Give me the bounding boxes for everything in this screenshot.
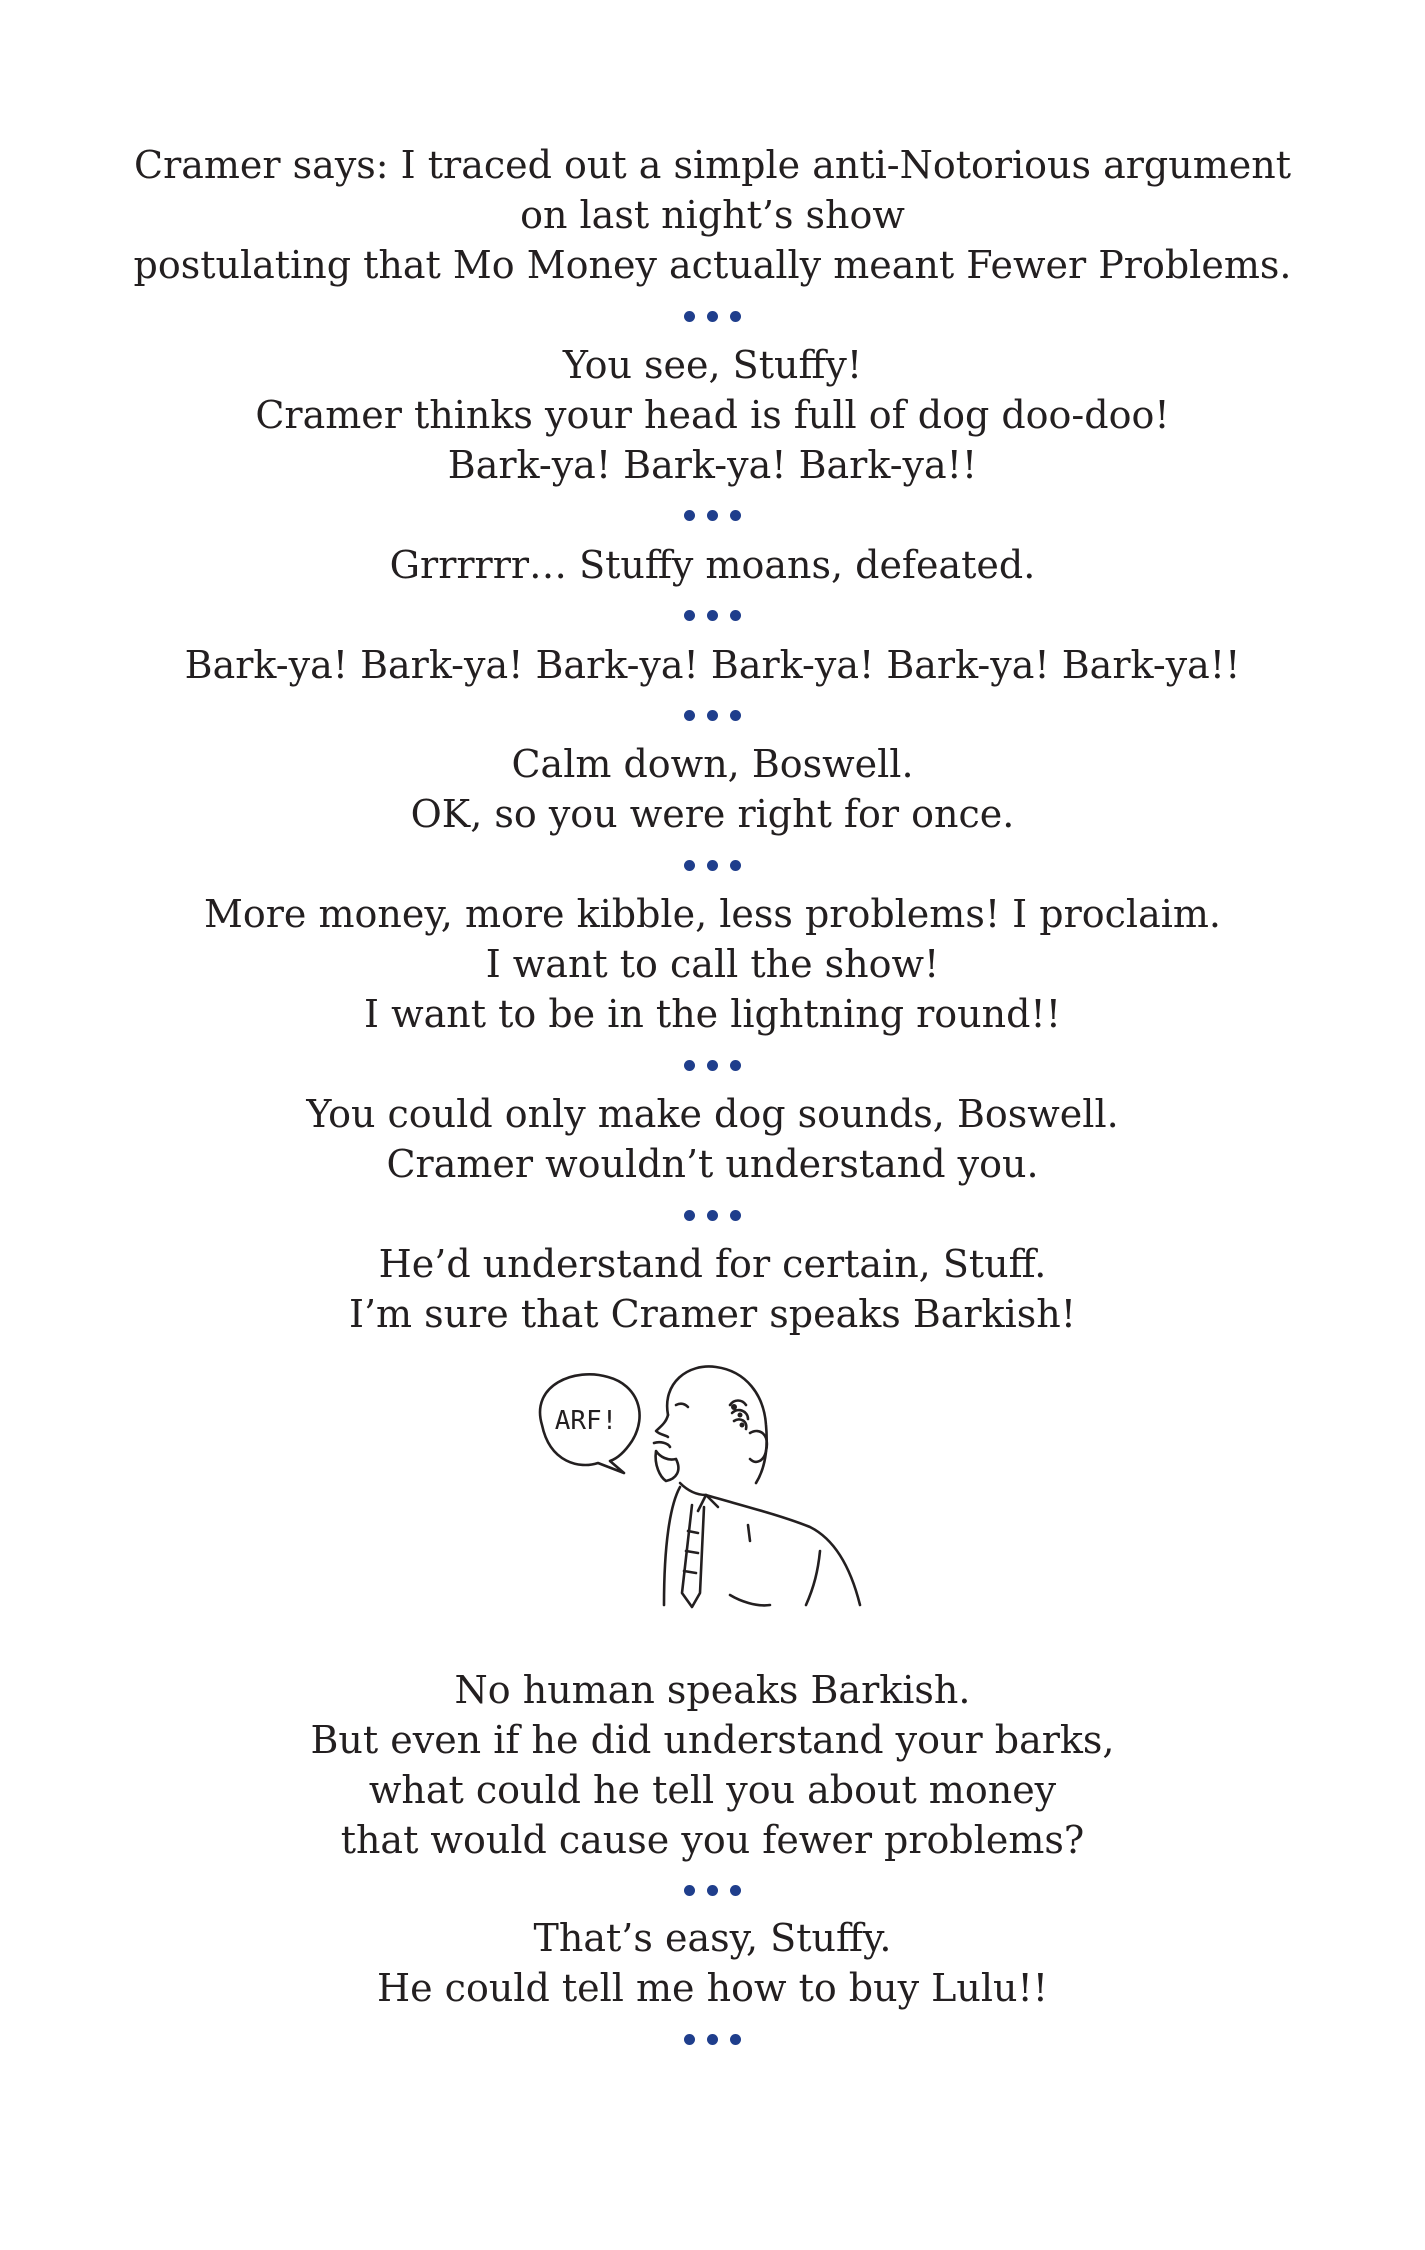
text-line: I want to be in the lightning round!! [364,992,1061,1036]
text-line: Calm down, Boswell. [511,742,914,786]
speech-bubble-text: ARF! [554,1406,618,1436]
text-line: I’m sure that Cramer speaks Barkish! [348,1292,1077,1336]
separator-dots [0,510,1425,524]
cramer-sketch-icon [520,1355,900,1645]
separator-dots [0,1210,1425,1224]
text-block-understand-certain [0,1239,1425,1339]
text-line: No human speaks Barkish. [454,1668,971,1712]
text-block-grrrrrr [0,540,1425,590]
text-line: on last night’s show [520,193,905,237]
text-line: Bark-ya! Bark-ya! Bark-ya!! [447,443,978,487]
text-line: But even if he did understand your barks, [310,1718,1115,1762]
separator-dots [0,1060,1425,1074]
text-block-no-human [0,1665,1425,1865]
text-line: More money, more kibble, less problems! I proclaim. [203,892,1221,936]
separator-dots [0,710,1425,724]
text-line: Cramer wouldn’t understand you. [386,1142,1039,1186]
text-line: That’s easy, Stuffy. [533,1916,892,1960]
text-block-thats-easy [0,1913,1425,2013]
text-line: what could he tell you about money [368,1768,1057,1812]
text-block-dog-sounds [0,1089,1425,1189]
separator-dots [0,1885,1425,1899]
text-block-calm-down [0,739,1425,839]
separator-dots [0,311,1425,325]
text-block-you-see-stuffy [0,340,1425,490]
text-line: postulating that Mo Money actually meant Fewer Problems. [133,243,1292,287]
text-line: OK, so you were right for once. [410,792,1015,836]
text-block-bark-ya-row [0,640,1425,690]
text-block-more-money [0,889,1425,1039]
separator-dots [0,610,1425,624]
text-line: Bark-ya! Bark-ya! Bark-ya! Bark-ya! Bark-ya! Bark-ya!! [184,643,1241,687]
separator-dots [0,2034,1425,2048]
text-line: He could tell me how to buy Lulu!! [376,1966,1049,2010]
text-line: Grrrrrr… Stuffy moans, defeated. [389,543,1036,587]
text-line: Cramer thinks your head is full of dog doo-doo! [255,393,1170,437]
text-line: I want to call the show! [485,942,940,986]
text-line: that would cause you fewer problems? [340,1818,1085,1862]
separator-dots [0,860,1425,874]
cramer-barking-illustration [520,1355,900,1645]
text-line: You see, Stuffy! [562,343,863,387]
text-block-cramer-says [0,140,1425,290]
text-line: Cramer says: I traced out a simple anti-Notorious argument [134,143,1291,187]
text-line: He’d understand for certain, Stuff. [378,1242,1047,1286]
text-line: You could only make dog sounds, Boswell. [306,1092,1119,1136]
